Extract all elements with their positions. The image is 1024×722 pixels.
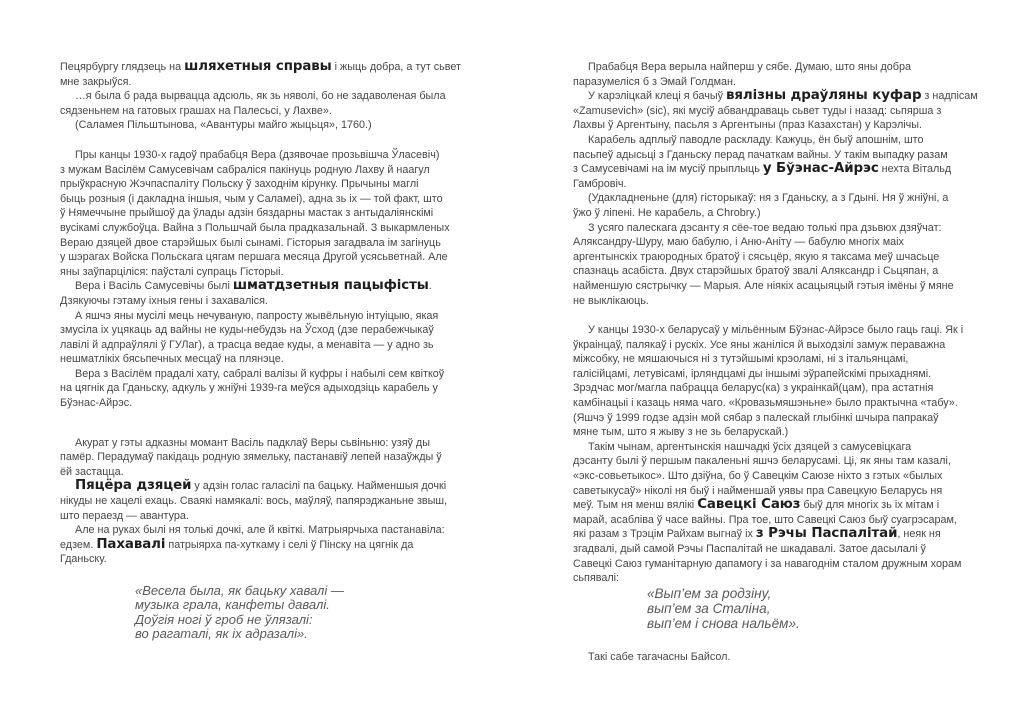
text-run: галісійцамі, летувісамі, ірляндцамі ды іншымі эўрапейскімі прыхаднямі. bbox=[573, 367, 932, 380]
text-run: (Удакладненьне (для) гісторыкаў: ня з Гданьску, а з Гдыні. Ня ў жніўні, а bbox=[588, 192, 949, 205]
text-run: Такім чынам, аргентынскія нашчадкі ўсіх дзяцей з самусевіцкага bbox=[588, 440, 912, 453]
text-run: марай, асабліва ў часе вайны. Пра тое, што Савецкі Саюз быў суагрэсарам, bbox=[573, 513, 957, 526]
verse-quote bbox=[573, 586, 973, 631]
text-run: Гданьску. bbox=[60, 553, 107, 566]
paragraph bbox=[60, 118, 485, 133]
text-run: спазнаць асабіста. Двух старэйшых братоў звалі Аляксандр і Сьцяпан, а bbox=[573, 265, 939, 278]
text-run: прыўкрасную Жэчпаспаліту Польску ў заходнім кірунку. Прычыны маглі bbox=[60, 178, 419, 191]
text-line bbox=[60, 206, 485, 221]
text-line bbox=[573, 571, 973, 586]
text-line bbox=[573, 264, 973, 279]
text-line bbox=[60, 104, 485, 119]
text-run: мне закрыўся. bbox=[60, 75, 132, 88]
text-line bbox=[573, 411, 973, 426]
paragraph bbox=[60, 479, 485, 523]
text-line bbox=[60, 236, 485, 251]
text-run: пасьпеў адысьці з Гданьску перад пачаткам вайны. У такім выпадку разам bbox=[573, 148, 948, 161]
text-run: і жыць добра, а тут сьвет bbox=[331, 61, 461, 73]
text-run: лавілі й адпраўлялі ў ГУЛаг), а трасца ведае куды, а менавіта — у адно зь bbox=[60, 338, 434, 351]
text-run: Прабабця Вера верыла найперш у сябе. Думаю, што яны добра bbox=[588, 61, 911, 73]
paragraph bbox=[60, 367, 485, 411]
text-line bbox=[60, 552, 485, 567]
text-line bbox=[60, 367, 485, 382]
text-line bbox=[573, 294, 973, 309]
paragraph bbox=[60, 436, 485, 480]
text-run: Пецярбургу глядзець на bbox=[60, 61, 185, 73]
emphasis-phrase: Пахавалі bbox=[96, 536, 166, 552]
text-run: А яшчэ яны мусілі мець нечуваную, папросту жывёльную інтуіцыю, якая bbox=[75, 309, 439, 322]
text-run: не выклікаюць. bbox=[573, 294, 649, 307]
text-line bbox=[60, 163, 485, 178]
text-line bbox=[573, 440, 973, 455]
text-line bbox=[60, 396, 485, 411]
text-line bbox=[573, 104, 973, 119]
emphasis-phrase: шляхетныя справы bbox=[184, 59, 332, 74]
paragraph-spacer bbox=[60, 411, 485, 436]
text-line bbox=[60, 494, 485, 509]
text-line bbox=[60, 118, 485, 133]
verse-line bbox=[647, 586, 973, 601]
paragraph bbox=[60, 523, 485, 567]
text-line bbox=[573, 206, 973, 221]
text-line bbox=[60, 338, 485, 353]
text-run: Доўгія ногі ў гроб не ўлязалі: bbox=[135, 611, 313, 627]
text-run: змусіла іх уцякаць ад вайны не куды-небудзь на Ўсход (дзе перабежчыкаў bbox=[60, 324, 434, 337]
text-line bbox=[573, 498, 973, 513]
text-line bbox=[60, 465, 485, 480]
text-run: які разам з Трэцім Райхам выгнаў іх bbox=[573, 528, 756, 541]
text-run: вып’ем і снова нальём». bbox=[647, 615, 800, 631]
text-run: Акурат у гэты адказны момант Васіль падклаў Веры сьвіньню: узяў ды bbox=[75, 436, 430, 449]
text-line bbox=[573, 133, 973, 148]
text-run: Але на руках былі ня толькі дочкі, але й квіткі. Матрыярчыха пастанавіла: bbox=[75, 524, 445, 537]
text-run: З усяго палескага дэсанту я сёе-тое ведаю толькі пра дзьвюх дзяўчат: bbox=[588, 221, 942, 234]
text-run: , неяк ня bbox=[897, 528, 941, 541]
verse-quote bbox=[60, 584, 485, 642]
text-line bbox=[573, 191, 973, 206]
text-line bbox=[60, 192, 485, 207]
text-run: Бўэнас-Айрэс. bbox=[60, 397, 133, 410]
text-line bbox=[573, 484, 973, 499]
text-line bbox=[573, 162, 973, 177]
text-line bbox=[60, 450, 485, 465]
text-line bbox=[573, 118, 973, 133]
text-run: Вераю дзяцей двое старэйшых былі сынамі. Гісторыя загадвала ім загінуць bbox=[60, 236, 441, 249]
emphasis-phrase: у Бўэнас-Айрэс bbox=[762, 161, 879, 177]
text-run: нешматлікіх бясьпечных месцаў на плянэце. bbox=[60, 353, 284, 366]
text-run: Гамбровіч. bbox=[573, 177, 627, 190]
text-line bbox=[60, 177, 485, 192]
text-line bbox=[60, 89, 485, 104]
text-line bbox=[60, 381, 485, 396]
paragraph bbox=[60, 148, 485, 279]
text-run: ўжо ў ліпені. Не карабель, а Chrobry.) bbox=[573, 206, 761, 219]
paragraph-spacer bbox=[60, 133, 485, 148]
paragraph bbox=[60, 60, 485, 89]
text-line bbox=[573, 381, 973, 396]
text-run: Вера і Васіль Самусевічы былі bbox=[75, 280, 233, 293]
text-run: найменшую сястрычку — Марыя. Але ніякіх асацыяцый гэтыя імёны ў мяне bbox=[573, 279, 954, 292]
text-run: вусікамі службоўца. Вайна з Польшчай была прадказальнай. З выкармленых bbox=[60, 221, 450, 234]
text-run: Дзякуючы гэтаму іхныя гены і захаваліся. bbox=[60, 294, 268, 307]
text-line bbox=[573, 513, 973, 528]
right-page bbox=[573, 60, 978, 664]
text-line bbox=[573, 454, 973, 469]
text-run: «Zamusevich» (sic), які мусіў абвандраваць сьвет туды і назад: сьпярша з bbox=[573, 104, 942, 117]
text-line bbox=[60, 294, 485, 309]
text-line bbox=[60, 265, 485, 280]
text-run: на цягнік да Гданьску, адкуль у жніўні 1939-га меўся адыходзіць карабель у bbox=[60, 382, 438, 395]
text-run: во рагаталі, як іх адразалі». bbox=[135, 626, 308, 642]
text-run: дэсанту былі ў першым пакаленьні яшчэ беларусамі. Ці, як яны там казалі, bbox=[573, 455, 951, 468]
paragraph bbox=[60, 89, 485, 118]
text-line bbox=[573, 221, 973, 236]
text-run: Такі сабе тагачасны Байсол. bbox=[588, 650, 731, 663]
paragraph bbox=[573, 60, 973, 89]
left-page bbox=[60, 60, 485, 642]
text-line bbox=[60, 250, 485, 265]
text-line bbox=[60, 60, 485, 75]
text-run: з надпісам bbox=[921, 90, 978, 103]
verse-line bbox=[135, 584, 485, 598]
text-line bbox=[573, 75, 973, 90]
text-line bbox=[573, 650, 973, 665]
text-line bbox=[573, 250, 973, 265]
text-line bbox=[60, 538, 485, 553]
paragraph bbox=[573, 323, 973, 440]
text-run: музыка грала, канфеты давалі. bbox=[135, 597, 330, 613]
text-run: …я была б рада вырвацца адсюль, як зь няволі, бо не задаволеная была bbox=[75, 90, 446, 103]
text-run: камбінацыі і казаць няма чаго. «Кровазьмяшэньне» было практычна «табу». bbox=[573, 397, 958, 410]
text-line bbox=[60, 221, 485, 236]
text-run: быў для многіх зь іх мітам і bbox=[800, 499, 940, 512]
text-run: нікуды не хацелі ехаць. Сваякі намякалі: вось, маўляў, папярэджаньне звыш, bbox=[60, 495, 448, 508]
text-line bbox=[60, 75, 485, 90]
text-line bbox=[573, 177, 973, 192]
text-run: Зрэдчас мог/магла пабрацца беларус(ка) з украінкай(цам), пра астатнія bbox=[573, 382, 934, 395]
text-line bbox=[573, 88, 978, 104]
text-run: едзем. bbox=[60, 538, 97, 551]
text-run: у шэрагах Войска Польскага цягам першага месяца Другой усясьветнай. Але bbox=[60, 251, 448, 264]
text-line bbox=[60, 323, 485, 338]
text-line bbox=[573, 338, 973, 353]
text-run: У канцы 1930-х беларусаў у мільённым Бўэнас-Айрэсе было гаць гаці. Як і bbox=[588, 324, 964, 337]
emphasis-phrase: Савецкі Саюз bbox=[697, 497, 801, 513]
text-run: міжсобку, не мяшаючыся ні з тутэйшымі крэоламі, ні з італьянцамі, bbox=[573, 353, 909, 366]
text-run: Аляксандру-Шуру, маю бабулю, і Аню-Аніту — бабулю многіх маіх bbox=[573, 236, 904, 249]
text-run: аргентынскіх траюродных братоў і сясьцёр, якую я таксама меў шчасьце bbox=[573, 250, 940, 263]
paragraph bbox=[573, 650, 973, 665]
text-run: ўкраінцаў, палякаў і рускіх. Усе яны жаніліся й выходзілі замуж пераважна bbox=[573, 338, 946, 351]
text-line bbox=[573, 148, 973, 163]
text-run: У карэліцкай клеці я бачыў bbox=[588, 90, 727, 103]
text-run: «Вып’ем за родзіну, bbox=[647, 585, 772, 601]
text-line bbox=[60, 279, 485, 294]
text-line bbox=[573, 425, 973, 440]
text-run: Лахвы ў Аргентыну, пасьля з Аргентыны (праз Казахстан) у Карэлічы. bbox=[573, 119, 923, 132]
verse-line bbox=[647, 616, 973, 631]
text-run: . bbox=[428, 280, 432, 293]
text-line bbox=[573, 557, 973, 572]
text-run: паразумеліся б з Эмай Голдман. bbox=[573, 75, 736, 88]
verse-line bbox=[647, 601, 973, 616]
text-line bbox=[60, 479, 485, 494]
text-line bbox=[573, 542, 973, 557]
text-run: нехта Вітальд bbox=[878, 163, 952, 176]
text-line bbox=[60, 436, 485, 451]
text-run: (Яшчэ ў 1999 годзе адзін мой сябар з палескай глыбінкі шчыра папракаў bbox=[573, 411, 939, 424]
text-run: згадвалі, дый самой Рэчы Паспалітай не шкадавалі. Затое дасылалі ў bbox=[573, 543, 926, 555]
paragraph bbox=[60, 279, 485, 308]
paragraph-spacer bbox=[573, 308, 973, 323]
emphasis-phrase: Пяцёра дзяцей bbox=[75, 478, 192, 494]
text-run: з Самусевічамі на ім мусіў прыплыць bbox=[573, 163, 763, 176]
text-run: з мужам Васілём Самусевічам сабраліся пакінуць родную Лахву й наагул bbox=[60, 163, 430, 176]
text-run: «Весела была, як бацьку хавалі — bbox=[135, 583, 344, 598]
text-line bbox=[573, 235, 973, 250]
text-run: саветыкусаў» ніколі ня быў і найменшай уявы пра Савецкую Беларусь ня bbox=[573, 484, 943, 497]
text-line bbox=[573, 279, 973, 294]
text-run: Карабель адплыў паводле раскладу. Кажуць, ён быў апошнім, што bbox=[588, 133, 924, 146]
text-run: Пры канцы 1930-х гадоў прабабця Вера (дзявочае прозьвішча Ўласевіч) bbox=[75, 148, 440, 161]
paragraph bbox=[60, 309, 485, 367]
paragraph bbox=[573, 191, 973, 220]
text-run: яны заўпарціліся: паўсталі супраць Гісторыі. bbox=[60, 265, 284, 278]
paragraph bbox=[573, 133, 973, 191]
text-line bbox=[60, 523, 485, 538]
text-line bbox=[573, 352, 973, 367]
text-line bbox=[573, 323, 973, 338]
text-run: Вера з Васілём прадалі хату, сабралі валізы й куфры і набылі сем квіткоў bbox=[75, 367, 445, 380]
text-run: памёр. Перадумаў пакідаць родную зямельку, пастанавіў лепей назаўжды ў bbox=[60, 451, 442, 464]
text-line bbox=[573, 396, 973, 411]
text-run: Савецкі Саюз гуманітарную дапамогу і за навагоднім сталом дружным хорам bbox=[573, 557, 962, 570]
text-line bbox=[573, 60, 973, 75]
text-run: сьпявалі: bbox=[573, 572, 620, 585]
paragraph bbox=[573, 88, 978, 133]
text-run: вып’ем за Сталіна, bbox=[647, 600, 771, 616]
text-line bbox=[60, 509, 485, 524]
text-run: быць розныя (і дакладна іншыя, чым у Саламеі), адна зь іх — той факт, што bbox=[60, 192, 443, 205]
text-run: (Саламея Пільштынова, «Авантуры майго жыцьця», 1760.) bbox=[75, 119, 372, 132]
text-run: меў. Тым ня менш вялікі bbox=[573, 499, 698, 512]
text-line bbox=[573, 527, 973, 542]
verse-line bbox=[135, 627, 485, 641]
text-run: ў Нямеччыне прыйшоў да ўлады адзін бяздарны мастак з антыдаліянскімі bbox=[60, 207, 434, 220]
emphasis-phrase: вялізны драўляны куфар bbox=[726, 88, 922, 104]
verse-line bbox=[135, 613, 485, 627]
text-run: «экс-совьетыкос». Што дзіўна, бо ў Савецкім Саюзе ніхто з гэтых «былых bbox=[573, 470, 943, 483]
emphasis-phrase: з Рэчы Паспалітай bbox=[755, 526, 898, 542]
text-run: у адзін голас галасілі па бацьку. Найменшыя дочкі bbox=[191, 480, 447, 493]
text-line bbox=[60, 309, 485, 324]
paragraph bbox=[573, 440, 973, 586]
text-line bbox=[573, 367, 973, 382]
emphasis-phrase: шматдзетныя пацыфісты bbox=[232, 278, 429, 294]
text-run: мяне тым, што я жыву з не зь беларускай.) bbox=[573, 426, 789, 439]
text-run: патрыярха па-хуткаму і селі ў Пінску на цягнік да bbox=[165, 538, 414, 551]
text-line bbox=[573, 469, 973, 484]
text-run: сядзеньнем на гатовых грашах на Палесьсі, у Лахве». bbox=[60, 104, 332, 117]
text-run: што пераезд — авантура. bbox=[60, 509, 189, 522]
paragraph-spacer bbox=[60, 567, 485, 584]
text-run: ёй застацца. bbox=[60, 465, 124, 478]
verse-line bbox=[135, 598, 485, 612]
text-line bbox=[60, 148, 485, 163]
text-line bbox=[60, 352, 485, 367]
paragraph bbox=[573, 221, 973, 309]
